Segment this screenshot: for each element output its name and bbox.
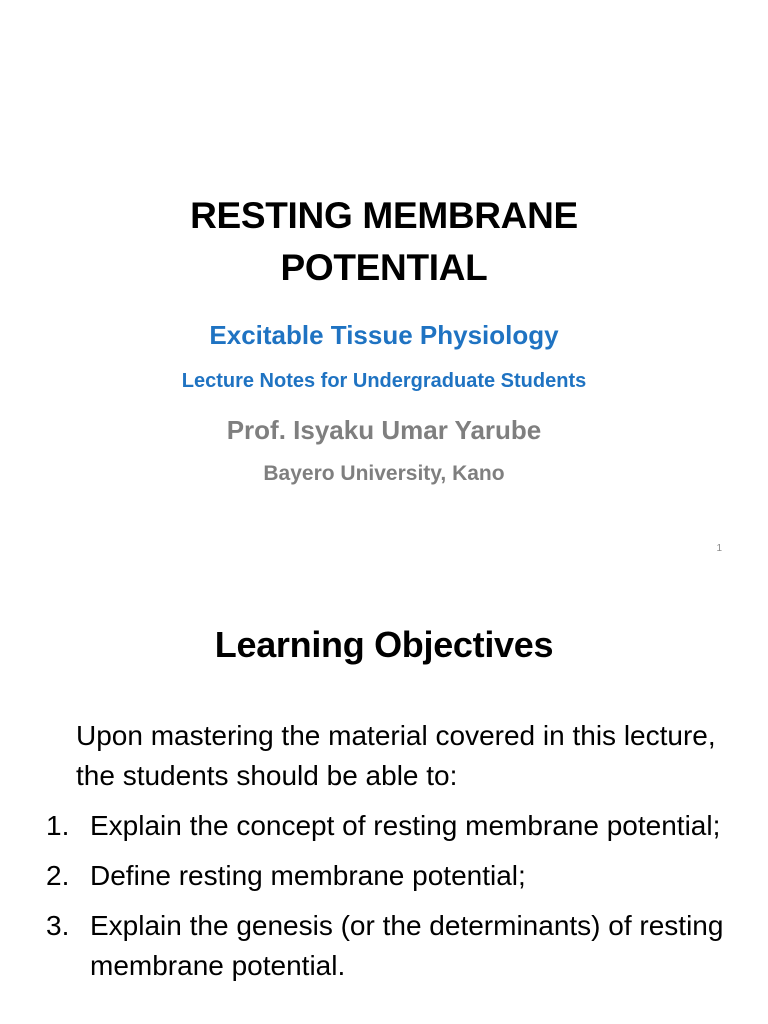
objective-item	[46, 906, 736, 986]
objectives-intro: Upon mastering the material covered in this lecture, the students should be able to:	[76, 720, 716, 791]
objective-item	[46, 806, 736, 846]
slide-title-line-2: POTENTIAL	[280, 247, 488, 288]
objectives-slide	[0, 576, 768, 1024]
page-number: 1	[716, 543, 722, 554]
slide-title	[0, 190, 768, 294]
course-subtitle: Excitable Tissue Physiology	[209, 320, 559, 350]
lecture-notes-label: Lecture Notes for Undergraduate Students	[181, 370, 587, 392]
objective-text: Explain the concept of resting membrane potential;	[90, 810, 721, 841]
slide-title-line-1: RESTING MEMBRANE	[190, 195, 578, 236]
objective-text: Explain the genesis (or the determinants) of resting membrane potential.	[90, 910, 724, 981]
institution-name: Bayero University, Kano	[263, 462, 505, 485]
objectives-heading: Learning Objectives	[214, 624, 554, 665]
objective-text: Define resting membrane potential;	[90, 860, 526, 891]
author-name: Prof. Isyaku Umar Yarube	[226, 415, 542, 445]
objective-number: 3.	[46, 910, 70, 941]
objective-item	[46, 856, 736, 896]
objective-number: 2.	[46, 860, 70, 891]
objective-number: 1.	[46, 810, 70, 841]
objectives-list	[46, 806, 736, 996]
